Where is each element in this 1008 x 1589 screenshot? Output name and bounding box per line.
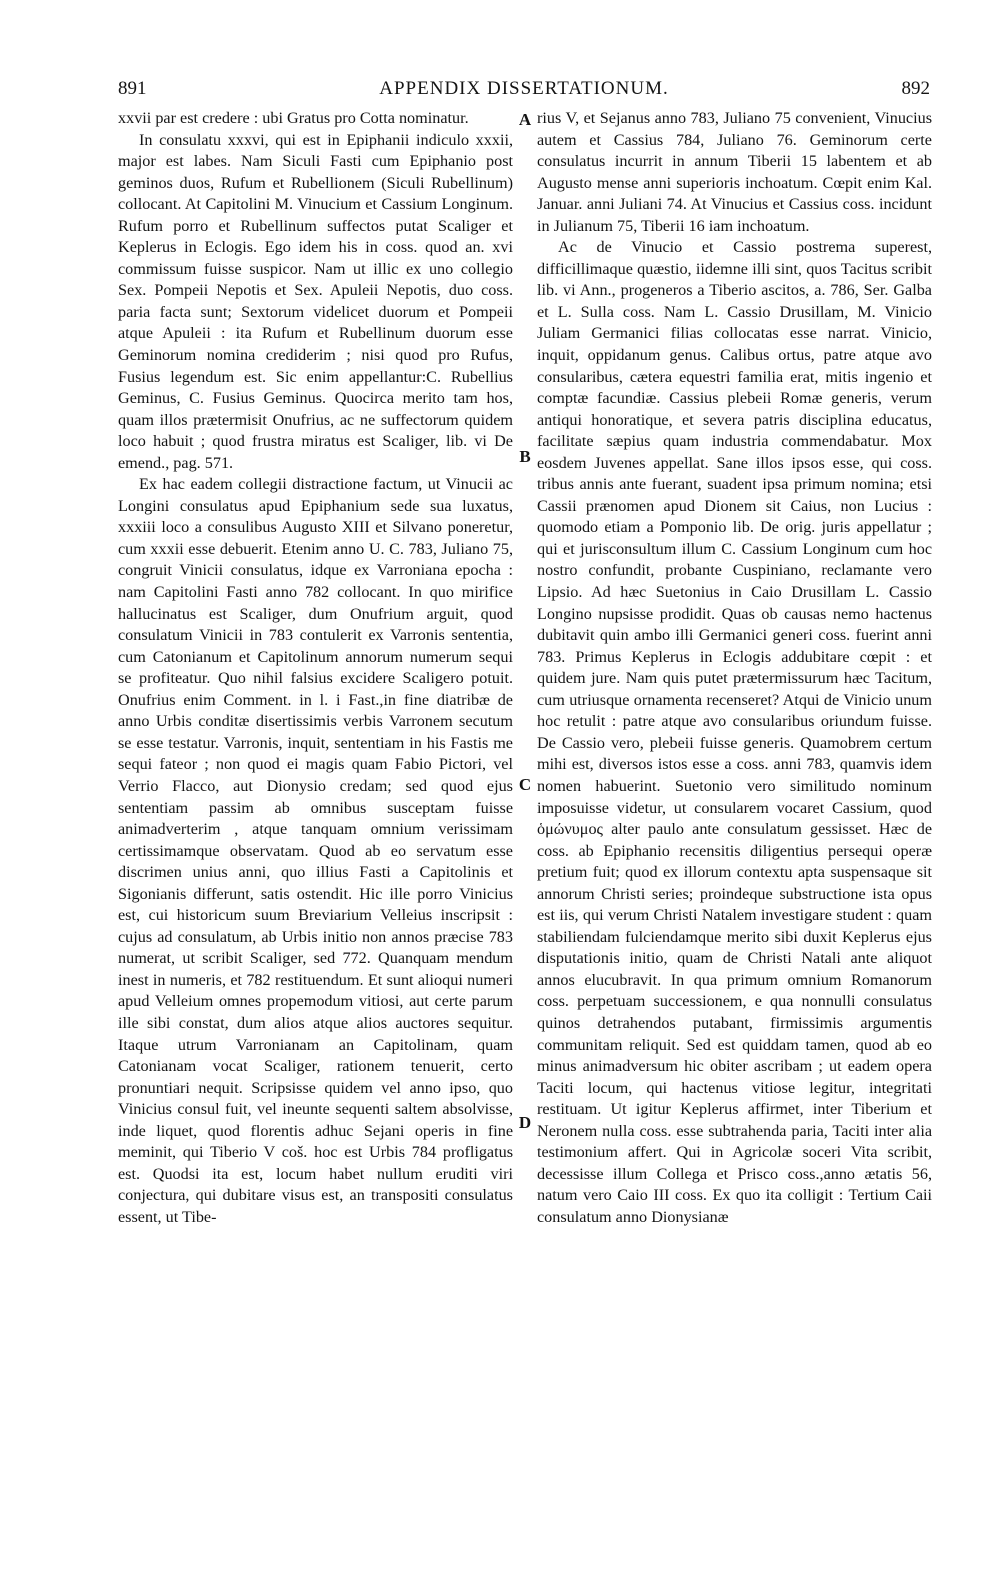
running-header [118, 70, 930, 100]
margin-letter-a: A [518, 110, 532, 129]
margin-letter-b: B [519, 447, 531, 466]
left-column [118, 108, 513, 1228]
page-number-right: 892 [901, 78, 930, 99]
running-title: APPENDIX DISSERTATIONUM. [379, 78, 669, 99]
paragraph: xxvii par est credere : ubi Gratus pro Cotta nominatur. [118, 109, 469, 127]
margin-letter-c: C [518, 775, 532, 794]
paragraph: rius V, et Sejanus anno 783, Juliano 75 convenient, Vinucius autem et Cassius 784, Juliano 76. Geminorum certe consulatus incurrit in annum Tiberii 15 labentem et ab Augusto mense anni superioris inchoatum. Cœpit enim Kal. Januar. anni Juliani 74. At Vinucius et Cassius coss. incidunt in Julianum 75, Tiberii 16 iam inchoatum. [537, 109, 932, 235]
paragraph: Ac de Vinucio et Cassio postrema superest, difficillimaque quæstio, iidemne illi sint, quos Tacitus scribit lib. vi Ann., progeneros a Tiberio ascitos, a. 786, Ser. Galba et L. Sulla coss. Nam L. Cassio Drusillam, M. Vinicio Juliam Germanici filias collocatas esse narrat. Vinicio, inquit, oppidanum genus. Calibus ortus, patre atque avo consularibus, cætera equestri familia erat, mitis ingenio et comptæ facundiæ. Cassius plebeii Romæ generis, verum antiqui honoratique, et severa patris disciplina educatus, facilitate sæpius quam industria commendabatur. Mox eosdem Juvenes appellat. Sane illos ipsos esse, qui coss. tribus annis ante fuerant, suadent ipsa primum nomina; etsi Cassii prænomen apud Dionem sit Caius, non Lucius : quomodo etiam a Pomponio lib. De orig. juris appellatur ; qui et jurisconsultum illum C. Cassium Longinum cum hoc nostro confundit, probante Cuspiniano, reclamante vero Lipsio. Ad hæc Suetonius in Caio Drusillam L. Cassio Longino nupsisse prodidit. Quas ob causas nemo hactenus dubitavit quin ambo illi Germanici generi coss. fuerint anni 783. Primus Keplerus in Eclogis addubitare cœpit : et quidem jure. Nam quis putet prætermissurum hæc Tacitum, cum utriusque ornamenta recenseret? Atqui de Vinicio unum hoc retulit : patre atque avo consularibus oriundum fuisse. De Cassio vero, plebeii fuisse generis. Quamobrem certum mihi est, diversos istos esse a coss. anni 783, quamvis idem nomen habuerint. Suetonio vero similitudo nominum imposuisse videtur, ut consularem vocaret Cassium, quod ὁμώνυμος alter paulo ante consulatum gessisset. Hæc de coss. ab Epiphanio recensitis diligentius persequi operæ pretium fuit; quod ex illorum contextu apta suspensaque sit annorum Christi series; proindeque substructione ista opus est iis, qui verum Christi Natalem investigare student : quam stabiliendam fulciendamque merito sibi duxit Keplerus ejus disputationis initio, quam de Christi Natali ante aliquot annos elucubravit. In qua primum omnium Romanorum coss. perpetuam successionem, e qua nonnulli consulatus quinos detrahendos putabant, firmissimis argumentis communitam reliquit. Sed est quiddam tamen, quod ab eo minus animadversum hic obiter ascribam ; ut eadem opera Taciti locum, qui hactenus vitiose legitur, integritati restituam. Ut igitur Keplerus affirmet, inter Tiberium et Neronem nulla coss. esse subtrahenda paria, Taciti inter alia testimonium affert. Qui in Agricolæ soceri Vita scribit, decessisse illum Collega et Prisco coss.,anno ætatis 56, natum vero Caio III coss. Ex quo ita colligit : Tertium Caii consulatum anno Dionysianæ [537, 238, 932, 1226]
margin-letter-d: D [518, 1113, 532, 1132]
paragraph: Ex hac eadem collegii distractione factum, ut Vinucii ac Longini consulatus apud Epiphanium sede sua luxatus, xxxiii loco a consulibus Augusto XIII et Silvano poneretur, cum xxxii esse debuerit. Etenim anno U. C. 783, Juliano 75, congruit Vinicii consulatus, idque ex Varroniana epocha : nam Capitolini Fasti anno 782 collocant. In quo mirifice hallucinatus est Scaliger, dum Onufrium arguit, quod consulatum Vinicii in 783 contulerit ex Varronis sententia, cum Catonianum et Capitolinum annorum numerum sequi se profiteatur. Quo nihil falsius excidere Scaligero potuit. Onufrius enim Comment. in l. i Fast.,in fine diatribæ de anno Urbis conditæ disertissimis verbis Varronem secutum se esse testatur. Varronis, inquit, sententiam in his Fastis me sequi fateor ; non quod ei magis quam Fabio Pictori, vel Verrio Flacco, aut Dionysio credam; sed quod ejus sententiam passim ab omnibus susceptam fuisse animadverterim , atque tanquam omnium verissimam certissimamque observatam. Quod ab eo servatum esse discrimen unius anni, quo illius Fasti a Capitolinis et Sigonianis differunt, satis ostendit. Hic ille porro Vinicius est, cui historicum suum Breviarium Velleius inscripsit : cujus ad consulatum, ab Urbis initio non annos præcise 783 numerat, ut scribit Scaliger, sed 772. Quanquam mendum inest in numeris, et 782 restituendum. Et sunt alioqui numeri apud Velleium omnes propemodum vitiosi, aut certe parum ille sibi constat, dum alios atque alios auctores sequitur. Itaque utrum Varronianam an Capitolinam, quam Catonianam vocat Scaliger, rationem tenuerit, certo pronuntiari nequit. Scripsisse quidem vel anno ipso, quo Vinicius consul fuit, vel ineunte sequenti saltem absolvisse, inde liquet, quod florentis adhuc Sejani operis in fine meminit, qui Tiberio V coš. hoc est Urbis 784 profligatus est. Quodsi ita est, locum habet nullum eruditi viri conjectura, qui dubitare visus est, an transpositi consulatus essent, ut Tibe- [118, 475, 513, 1226]
paragraph: In consulatu xxxvi, qui est in Epiphanii indiculo xxxii, major est labes. Nam Siculi Fasti cum Epiphanio post geminos duos, Rufum et Rubellionem (Siculi Rubellinum) collocant. At Capitolini M. Vinucium et Cassium Longinum. Rufum porro et Rubellinum suffectos putat Scaliger et Keplerus in Eclogis. Ego idem his in coss. quod an. xvi commissum fuisse suspicor. Nam ut illic ex uno collegio Sex. Pompeii Nepotis et Sex. Apuleii Nepotis, duo coss. paria facta sunt; Sextorum videlicet duorum et Pompeii atque Apuleii : ita Rufum et Rubellinum duorum esse Geminorum nomina crediderim ; nisi quod pro Rufus, Fusius legendum est. Sic enim appellantur:C. Rubellius Geminus, C. Fusius Geminus. Quocirca merito tam hos, quam illos prætermisit Onufrius, ac ne suffectorum quidem loco habuit ; quod frustra miratus est Scaliger, lib. vi De emend., pag. 571. [118, 130, 513, 472]
right-column [537, 108, 932, 1228]
page-number-left: 891 [118, 78, 147, 99]
